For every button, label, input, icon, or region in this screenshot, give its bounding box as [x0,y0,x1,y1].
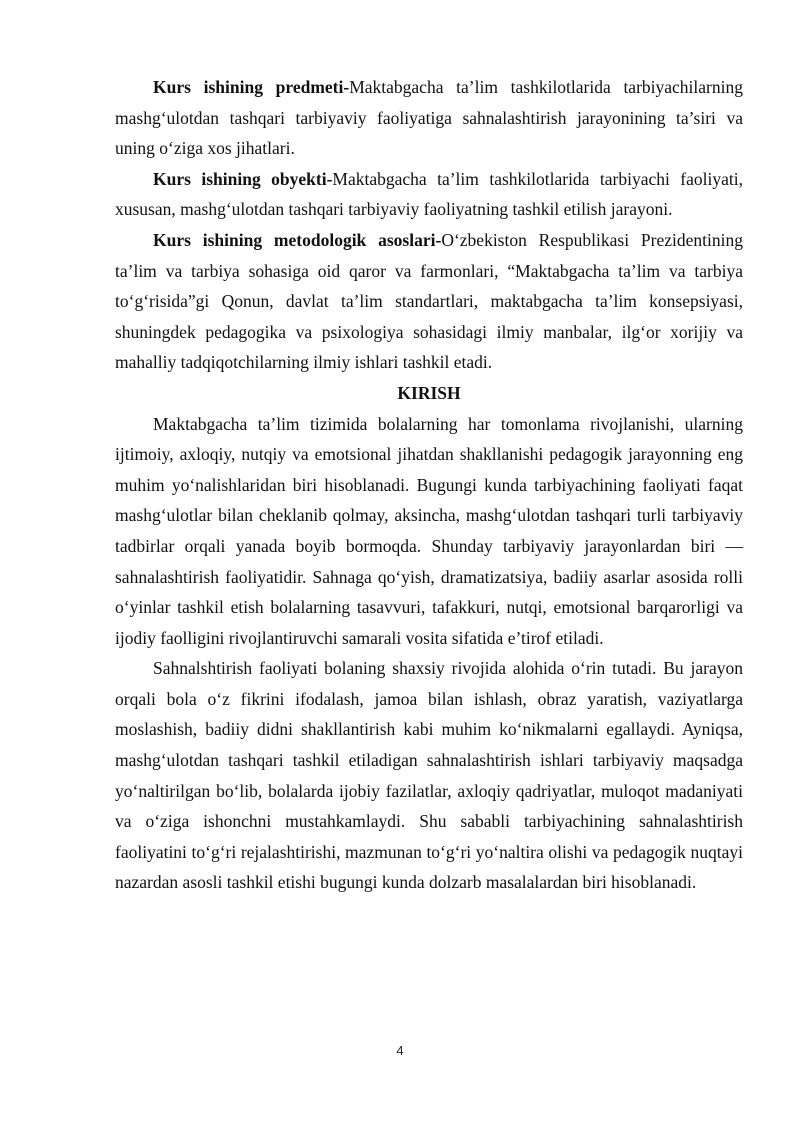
page-number: 4 [396,1043,404,1058]
document-page [115,72,743,898]
paragraph-methodology-lead: Kurs ishining metodologik asoslari- [153,229,442,250]
paragraph-object [115,164,743,225]
paragraph-object-text: Maktabgacha ta’lim tashkilotlarida tarbiyachi faoliyati, xususan, mashg‘ulotdan tashqari tarbiyaviy faoliyatning tashkil etilish jarayoni. [115,168,743,220]
intro-paragraph-1: Maktabgacha ta’lim tizimida bolalarning har tomonlama rivojlanishi, ularning ijtimoiy, axloqiy, nutqiy va emotsional jihatdan shakllanishi pedagogik jarayonning eng muhim yo‘nalishlaridan biri hisoblanadi. Bugungi kunda tarbiyachining faoliyati faqat mashg‘ulotlar bilan cheklanib qolmay, aksincha, mashg‘ulotdan tashqari turli tarbiyaviy tadbirlar orqali yanada boyib bormoqda. Shunday tarbiyaviy jarayonlardan biri — sahnalashtirish faoliyatidir. Sahnaga qo‘yish, dramatizatsiya, badiiy asarlar asosida rolli o‘yinlar tashkil etish bolalarning tasavvuri, tafakkuri, nutqi, emotsional barqarorligi va ijodiy faolligini rivojlantiruvchi samarali vosita sifatida e’tirof etiladi. [115,413,743,648]
paragraph-subject [115,72,743,164]
paragraph-subject-lead: Kurs ishining predmeti- [153,77,350,97]
paragraph-methodology [115,225,743,378]
intro-paragraph-2: Sahnalshtirish faoliyati bolaning shaxsiy rivojida alohida o‘rin tutadi. Bu jarayon orqali bola o‘z fikrini ifodalash, jamoa bilan ishlash, obraz yaratish, vaziyatlarga moslashish, badiiy didni shakllantirish kabi muhim ko‘nikmalarni egallaydi. Ayniqsa, mashg‘ulotdan tashqari tashkil etiladigan sahnalashtirish ishlari tarbiyaviy maqsadga yo‘naltirilgan bo‘lib, bolalarda ijobiy fazilatlar, axloqiy qadriyatlar, muloqot madaniyati va o‘ziga ishonchni mustahkamlaydi. Shu sababli tarbiyachining sahnalashtirish faoliyatini to‘g‘ri rejalashtirishi, mazmunan to‘g‘ri yo‘naltira olishi va pedagogik nuqtayi nazardan asosli tashkil etishi bugungi kunda dolzarb masalalardan biri hisoblanadi. [115,658,743,893]
paragraph-subject-text: Maktabgacha ta’lim tashkilotlarida tarbiyachilarning mashg‘ulotdan tashqari tarbiyaviy faoliyatiga sahnalashtirish jarayonining ta’siri va uning o‘ziga xos jihatlari. [115,77,743,159]
paragraph-methodology-text: O‘zbekiston Respublikasi Prezidentining ta’lim va tarbiya sohasiga oid qaror va farmonlari, “Maktabgacha ta’lim va tarbiya to‘g‘risida”gi Qonun, davlat ta’lim standartlari, maktabgacha ta’lim konsepsiyasi, shuningdek pedagogika va psixologiya sohasidagi ilmiy manbalar, ilg‘or xorijiy va mahalliy tadqiqotchilarning ilmiy ishlari tashkil etadi. [115,229,743,373]
paragraph-object-lead: Kurs ishining obyekti- [153,168,333,189]
section-heading: KIRISH [397,382,461,403]
